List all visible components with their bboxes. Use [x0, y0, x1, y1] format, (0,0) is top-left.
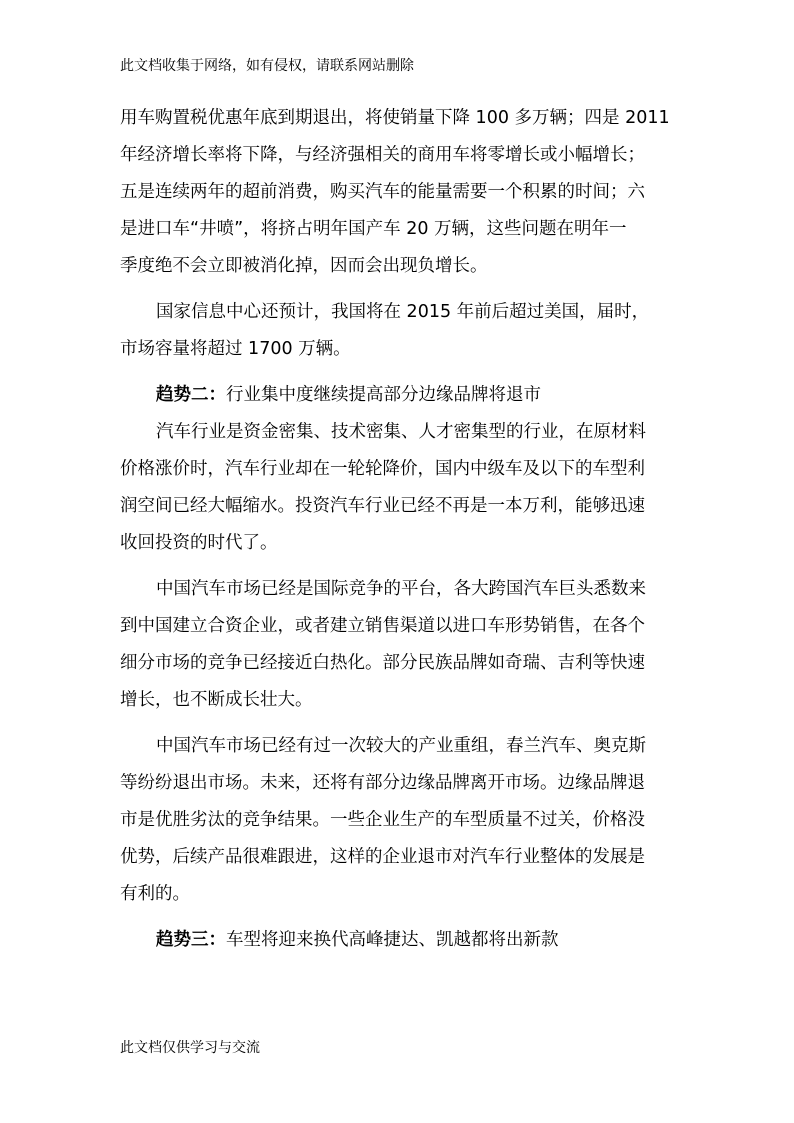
text-line: 优势，后续产品很难跟进，这样的企业退市对汽车行业整体的发展是 [120, 847, 645, 867]
text-line: 有利的。 [120, 884, 190, 904]
text-line: 市场容量将超过 1700 万辆。 [120, 339, 351, 359]
text-line: 细分市场的竞争已经接近白热化。部分民族品牌如奇瑞、吉利等快速 [120, 653, 645, 673]
text-line: 等纷纷退出市场。未来，还将有部分边缘品牌离开市场。边缘品牌退 [120, 773, 645, 793]
text-line: 五是连续两年的超前消费，购买汽车的能量需要一个积累的时间；六 [120, 182, 645, 202]
heading-label: 趋势三： [156, 930, 226, 950]
text-line: 中国汽车市场已经有过一次较大的产业重组，春兰汽车、奥克斯 [156, 736, 646, 756]
text-line: 中国汽车市场已经是国际竞争的平台，各大跨国汽车巨头悉数来 [156, 579, 646, 599]
text-line: 年经济增长率将下降，与经济强相关的商用车将零增长或小幅增长； [120, 145, 645, 165]
text-line: 用车购置税优惠年底到期退出，将使销量下降 100 多万辆；四是 2011 [120, 108, 670, 128]
heading-text: 行业集中度继续提高部分边缘品牌将退市 [226, 385, 541, 405]
section-heading [120, 377, 676, 414]
paragraph [120, 571, 676, 719]
text-line: 收回投资的时代了。 [120, 533, 278, 553]
text-line: 润空间已经大幅缩水。投资汽车行业已经不再是一本万利，能够迅速 [120, 496, 645, 516]
paragraph [120, 294, 676, 368]
text-line: 季度绝不会立即被消化掉，因而会出现负增长。 [120, 256, 488, 276]
document-body [120, 100, 676, 959]
page-header: 此文档收集于网络，如有侵权，请联系网站删除 [120, 58, 414, 74]
text-line: 增长，也不断成长壮大。 [120, 690, 313, 710]
section-heading [120, 922, 676, 959]
text-line: 市是优胜劣汰的竞争结果。一些企业生产的车型质量不过关，价格没 [120, 810, 645, 830]
paragraph [120, 100, 676, 285]
text-line: 是进口车“井喷”，将挤占明年国产车 20 万辆，这些问题在明年一 [120, 219, 627, 239]
paragraph [120, 728, 676, 913]
heading-label: 趋势二： [156, 385, 226, 405]
text-line: 汽车行业是资金密集、技术密集、人才密集型的行业，在原材料 [156, 422, 646, 442]
page-footer: 此文档仅供学习与交流 [120, 1040, 260, 1056]
paragraph [120, 414, 676, 562]
text-line: 到中国建立合资企业，或者建立销售渠道以进口车形势销售，在各个 [120, 616, 645, 636]
text-line: 价格涨价时，汽车行业却在一轮轮降价，国内中级车及以下的车型利 [120, 459, 645, 479]
text-line: 国家信息中心还预计，我国将在 2015 年前后超过美国，届时， [156, 302, 650, 322]
heading-text: 车型将迎来换代高峰捷达、凯越都将出新款 [226, 930, 559, 950]
